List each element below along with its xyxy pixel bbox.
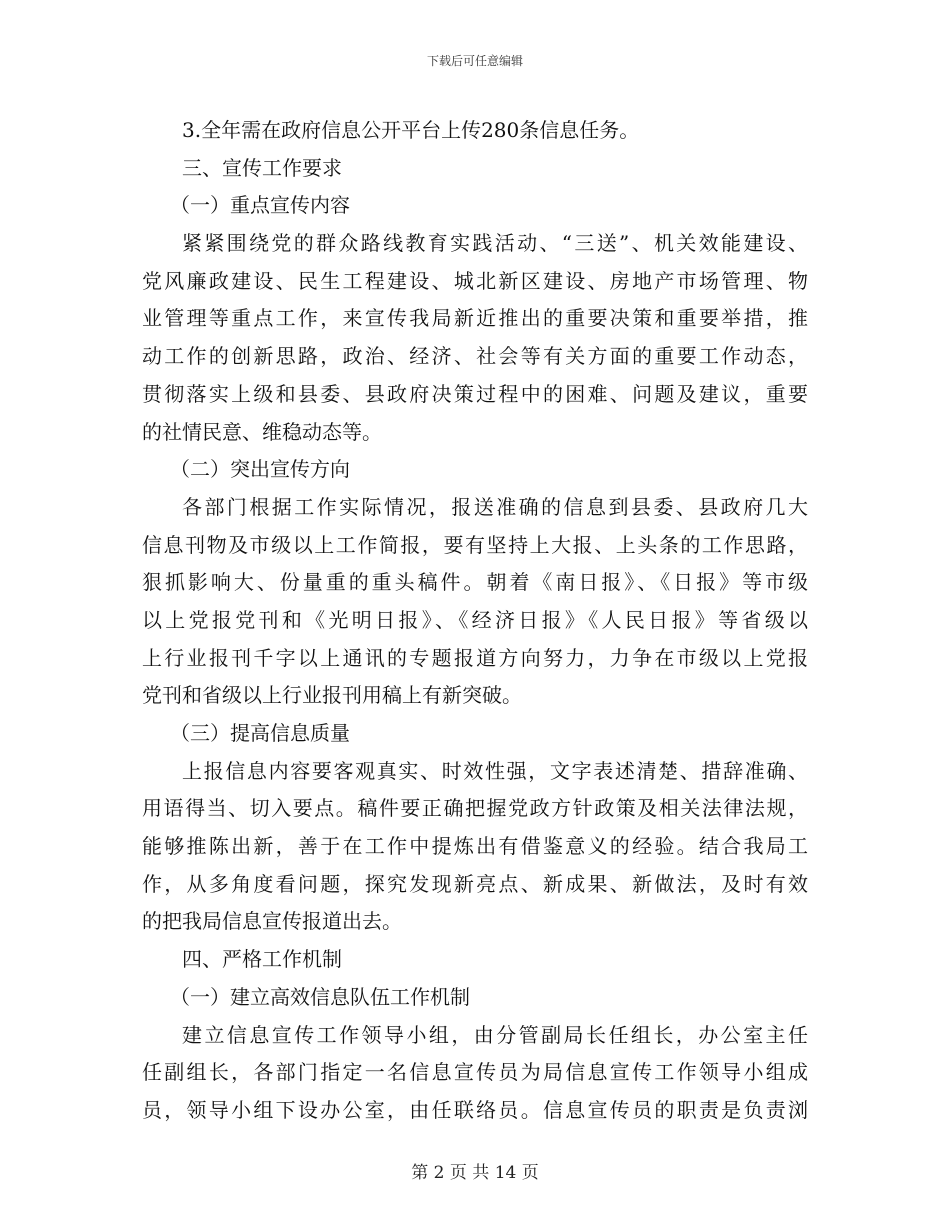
paragraph-line: 各部门根据工作实际情况，报送准确的信息到县委、县政府几大 (182, 494, 808, 519)
paragraph-line: 任副组长，各部门指定一名信息宣传员为局信息宣传工作领导小组成 (142, 1060, 808, 1085)
section-heading: 三、宣传工作要求 (182, 155, 342, 180)
paragraph-line: 的社情民意、维稳动态等。 (142, 419, 382, 444)
paragraph-line: 动工作的创新思路，政治、经济、社会等有关方面的重要工作动态， (142, 344, 808, 369)
paragraph-line: 以上党报党刊和《光明日报》、《经济日报》《人民日报》等省级以 (142, 607, 808, 632)
section-heading: 四、严格工作机制 (182, 947, 342, 972)
document-body (142, 112, 808, 1130)
paragraph-line: 贯彻落实上级和县委、县政府决策过程中的困难、问题及建议，重要 (142, 381, 808, 406)
paragraph-line: 上报信息内容要客观真实、时效性强，文字表述清楚、措辞准确、 (182, 758, 808, 783)
paragraph-line: 员，领导小组下设办公室，由任联络员。信息宣传员的职责是负责浏 (142, 1097, 808, 1122)
paragraph-line: 3.全年需在政府信息公开平台上传280条信息任务。 (182, 118, 640, 142)
paragraph-line: 狠抓影响大、份量重的重头稿件。朝着《南日报》、《日报》等市级 (142, 570, 808, 595)
paragraph-line: 能够推陈出新，善于在工作中提炼出有借鉴意义的经验。结合我局工 (142, 834, 808, 859)
paragraph-line: 上行业报刊千字以上通讯的专题报道方向努力，力争在市级以上党报 (142, 645, 808, 670)
paragraph-line: 信息刊物及市级以上工作简报，要有坚持上大报、上头条的工作思路， (142, 532, 808, 557)
paragraph-line: 的把我局信息宣传报道出去。 (142, 909, 402, 934)
subsection-heading: （二）突出宣传方向 (170, 457, 350, 482)
page-number-footer: 第 2 页 共 14 页 (411, 1163, 539, 1183)
subsection-heading: （三）提高信息质量 (170, 721, 350, 745)
paragraph-line: 党风廉政建设、民生工程建设、城北新区建设、房地产市场管理、物 (142, 268, 808, 293)
paragraph-line: 党刊和省级以上行业报刊用稿上有新突破。 (142, 683, 522, 708)
paragraph-line: 业管理等重点工作，来宣传我局新近推出的重要决策和重要举措，推 (142, 306, 808, 331)
subsection-heading: （一）重点宣传内容 (170, 193, 350, 218)
subsection-heading: （一）建立高效信息队伍工作机制 (170, 984, 470, 1009)
paragraph-line: 用语得当、切入要点。稿件要正确把握党政方针政策及相关法律法规， (142, 796, 808, 821)
paragraph-line: 作，从多角度看问题，探究发现新亮点、新成果、新做法，及时有效 (142, 871, 808, 896)
paragraph-line: 紧紧围绕党的群众路线教育实践活动、“三送”、机关效能建设、 (182, 231, 808, 256)
page-header: 下载后可任意编辑 (426, 54, 523, 68)
paragraph-line: 建立信息宣传工作领导小组，由分管副局长任组长，办公室主任 (182, 1022, 808, 1047)
